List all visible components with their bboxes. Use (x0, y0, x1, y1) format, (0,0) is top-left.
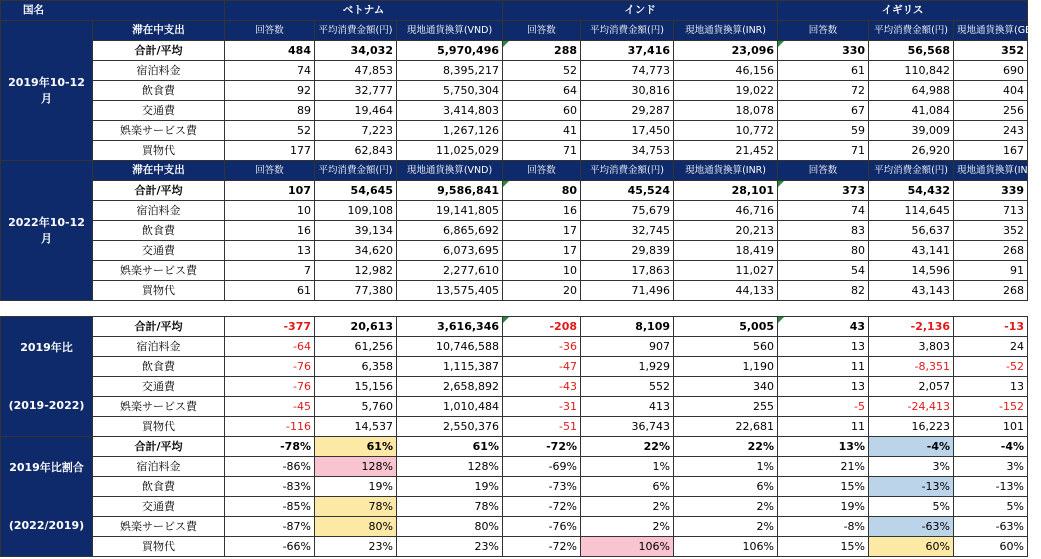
value-cell: 2% (581, 517, 674, 537)
value-cell: -208 (503, 317, 581, 337)
value-cell: 92 (225, 81, 315, 101)
value-cell: 74 (778, 201, 869, 221)
value-cell: 80 (778, 241, 869, 261)
category-1: 宿泊料金 (93, 457, 225, 477)
country-name-1: インド (503, 1, 778, 21)
col-avg-header: 平均消費金額(円) (315, 161, 397, 181)
value-cell: -72% (503, 497, 581, 517)
value-cell: 30,816 (581, 81, 674, 101)
category-1: 宿泊料金 (93, 201, 225, 221)
value-cell: 13 (225, 241, 315, 261)
value-cell: 61,256 (315, 337, 397, 357)
value-cell: 101 (954, 417, 1028, 437)
col-local-header: 現地通貨換算(INR) (674, 21, 778, 41)
value-cell: 11 (778, 357, 869, 377)
value-cell: 62,843 (315, 141, 397, 161)
value-cell: 13 (778, 337, 869, 357)
value-cell: 5% (869, 497, 954, 517)
value-cell: 109,108 (315, 201, 397, 221)
category-0: 合計/平均 (93, 437, 225, 457)
value-cell: -8% (778, 517, 869, 537)
value-cell: 11,027 (674, 261, 778, 281)
value-cell: -78% (225, 437, 315, 457)
value-cell: 78% (315, 497, 397, 517)
category-4: 娯楽サービス費 (93, 261, 225, 281)
value-cell: -377 (225, 317, 315, 337)
label-line: 2019年比割合 (9, 460, 84, 474)
category-1: 宿泊料金 (93, 337, 225, 357)
value-cell: 26,920 (869, 141, 954, 161)
value-cell: 1,010,484 (397, 397, 503, 417)
value-cell: -76% (503, 517, 581, 537)
value-cell: 6% (581, 477, 674, 497)
value-cell: -63% (869, 517, 954, 537)
value-cell: -76 (225, 357, 315, 377)
col-avg-header: 平均消費金額(円) (581, 21, 674, 41)
value-cell: 78% (397, 497, 503, 517)
value-cell: 20,613 (315, 317, 397, 337)
col-count-header: 回答数 (778, 161, 869, 181)
value-cell: -73% (503, 477, 581, 497)
category-2: 飲食費 (93, 477, 225, 497)
col-avg-header: 平均消費金額(円) (581, 161, 674, 181)
value-cell: 8,395,217 (397, 61, 503, 81)
value-cell: -83% (225, 477, 315, 497)
value-cell: 23,096 (674, 41, 778, 61)
category-2: 飲食費 (93, 81, 225, 101)
value-cell: 60% (869, 537, 954, 557)
value-cell: 255 (674, 397, 778, 417)
value-cell: 10 (225, 201, 315, 221)
value-cell: 23% (397, 537, 503, 557)
category-4: 娯楽サービス費 (93, 121, 225, 141)
value-cell: -5 (778, 397, 869, 417)
value-cell: 1% (581, 457, 674, 477)
value-cell: 46,156 (674, 61, 778, 81)
value-cell: -4% (954, 437, 1028, 457)
value-cell: 29,287 (581, 101, 674, 121)
value-cell: 19% (315, 477, 397, 497)
category-3: 交通費 (93, 497, 225, 517)
value-cell: 2% (674, 517, 778, 537)
value-cell: 13,575,405 (397, 281, 503, 301)
category-3: 交通費 (93, 377, 225, 397)
value-cell: -8,351 (869, 357, 954, 377)
value-cell: 5% (954, 497, 1028, 517)
value-cell: 61% (315, 437, 397, 457)
value-cell: 74,773 (581, 61, 674, 81)
value-cell: 45,524 (581, 181, 674, 201)
value-cell: 54,432 (869, 181, 954, 201)
value-cell: 404 (954, 81, 1028, 101)
value-cell: -36 (503, 337, 581, 357)
category-4: 娯楽サービス費 (93, 517, 225, 537)
value-cell: 177 (225, 141, 315, 161)
value-cell: -152 (954, 397, 1028, 417)
value-cell: 72 (778, 81, 869, 101)
value-cell: 2,658,892 (397, 377, 503, 397)
value-cell: 3,414,803 (397, 101, 503, 121)
value-cell: 110,842 (869, 61, 954, 81)
value-cell: 6% (674, 477, 778, 497)
value-cell: 690 (954, 61, 1028, 81)
col-count-header: 回答数 (778, 21, 869, 41)
col-avg-header: 平均消費金額(円) (869, 21, 954, 41)
value-cell: 352 (954, 41, 1028, 61)
value-cell: 41,084 (869, 101, 954, 121)
country-header: 国名 (1, 1, 225, 21)
value-cell: 11,025,029 (397, 141, 503, 161)
value-cell: 60% (954, 537, 1028, 557)
value-cell: 1,267,126 (397, 121, 503, 141)
value-cell: 14,596 (869, 261, 954, 281)
value-cell: 74 (225, 61, 315, 81)
value-cell: 41 (503, 121, 581, 141)
value-cell: -24,413 (869, 397, 954, 417)
value-cell: 2% (581, 497, 674, 517)
value-cell: 106% (581, 537, 674, 557)
value-cell: 32,777 (315, 81, 397, 101)
value-cell: 15% (778, 477, 869, 497)
value-cell: 52 (503, 61, 581, 81)
value-cell: 43 (778, 317, 869, 337)
value-cell: 3% (869, 457, 954, 477)
value-cell: 243 (954, 121, 1028, 141)
value-cell: 43,143 (869, 281, 954, 301)
col-count-header: 回答数 (503, 161, 581, 181)
value-cell: -66% (225, 537, 315, 557)
value-cell: 24 (954, 337, 1028, 357)
value-cell: 9,586,841 (397, 181, 503, 201)
value-cell: 39,009 (869, 121, 954, 141)
value-cell: -86% (225, 457, 315, 477)
category-5: 買物代 (93, 281, 225, 301)
value-cell: 61 (225, 281, 315, 301)
value-cell: -13% (954, 477, 1028, 497)
value-cell: 36,743 (581, 417, 674, 437)
col-count-header: 回答数 (225, 21, 315, 41)
value-cell: 32,745 (581, 221, 674, 241)
value-cell: 67 (778, 101, 869, 121)
value-cell: 3,616,346 (397, 317, 503, 337)
value-cell: 77,380 (315, 281, 397, 301)
value-cell: 128% (315, 457, 397, 477)
value-cell: 56,568 (869, 41, 954, 61)
value-cell: 20 (503, 281, 581, 301)
value-cell: 12,982 (315, 261, 397, 281)
label-line: 2019年比 (20, 340, 73, 354)
value-cell: -2,136 (869, 317, 954, 337)
value-cell: -47 (503, 357, 581, 377)
value-cell: 19% (397, 477, 503, 497)
col-avg-header: 平均消費金額(円) (315, 21, 397, 41)
value-cell: 71 (778, 141, 869, 161)
category-2: 飲食費 (93, 357, 225, 377)
spacer (4, 356, 89, 398)
value-cell: 5,760 (315, 397, 397, 417)
value-cell: 22% (674, 437, 778, 457)
value-cell: 22,681 (674, 417, 778, 437)
value-cell: 1% (674, 457, 778, 477)
value-cell: 16 (503, 201, 581, 221)
value-cell: 268 (954, 281, 1028, 301)
period-label: 2022年10-12月 (1, 161, 93, 301)
value-cell: 2% (674, 497, 778, 517)
value-cell: 1,929 (581, 357, 674, 377)
expense-header: 滞在中支出 (93, 21, 225, 41)
value-cell: 1,115,387 (397, 357, 503, 377)
value-cell: 21,452 (674, 141, 778, 161)
value-cell: 22% (581, 437, 674, 457)
value-cell: 10 (503, 261, 581, 281)
value-cell: 552 (581, 377, 674, 397)
col-count-header: 回答数 (503, 21, 581, 41)
value-cell: 352 (954, 221, 1028, 241)
value-cell: 91 (954, 261, 1028, 281)
value-cell: 2,550,376 (397, 417, 503, 437)
col-local-header: 現地通貨換算(VND) (397, 161, 503, 181)
value-cell: -63% (954, 517, 1028, 537)
category-3: 交通費 (93, 101, 225, 121)
value-cell: 5,970,496 (397, 41, 503, 61)
value-cell: 17,863 (581, 261, 674, 281)
value-cell: 13% (778, 437, 869, 457)
value-cell: 80 (503, 181, 581, 201)
value-cell: 28,101 (674, 181, 778, 201)
value-cell: -76 (225, 377, 315, 397)
spacer (4, 476, 89, 518)
value-cell: -43 (503, 377, 581, 397)
value-cell: 46,716 (674, 201, 778, 221)
value-cell: 13 (778, 377, 869, 397)
value-cell: 3,803 (869, 337, 954, 357)
value-cell: 34,032 (315, 41, 397, 61)
value-cell: 82 (778, 281, 869, 301)
data-table-comparison (0, 316, 1028, 557)
value-cell: 54 (778, 261, 869, 281)
value-cell: 114,645 (869, 201, 954, 221)
category-5: 買物代 (93, 537, 225, 557)
value-cell: 330 (778, 41, 869, 61)
category-0: 合計/平均 (93, 181, 225, 201)
value-cell: -69% (503, 457, 581, 477)
value-cell: 373 (778, 181, 869, 201)
col-count-header: 回答数 (225, 161, 315, 181)
value-cell: -13% (869, 477, 954, 497)
value-cell: 29,839 (581, 241, 674, 261)
value-cell: 83 (778, 221, 869, 241)
value-cell: 60 (503, 101, 581, 121)
value-cell: 6,358 (315, 357, 397, 377)
col-local-header: 現地通貨換算(INR) (674, 161, 778, 181)
value-cell: 128% (397, 457, 503, 477)
value-cell: 43,141 (869, 241, 954, 261)
value-cell: -116 (225, 417, 315, 437)
col-local-header: 現地通貨換算(VND) (397, 21, 503, 41)
value-cell: 339 (954, 181, 1028, 201)
value-cell: -31 (503, 397, 581, 417)
value-cell: 19,464 (315, 101, 397, 121)
country-name-2: イギリス (778, 1, 1028, 21)
value-cell: 59 (778, 121, 869, 141)
value-cell: 268 (954, 241, 1028, 261)
value-cell: 19,022 (674, 81, 778, 101)
value-cell: 61 (778, 61, 869, 81)
value-cell: 8,109 (581, 317, 674, 337)
value-cell: 560 (674, 337, 778, 357)
value-cell: 17 (503, 241, 581, 261)
value-cell: 7,223 (315, 121, 397, 141)
value-cell: 54,645 (315, 181, 397, 201)
value-cell: 5,005 (674, 317, 778, 337)
value-cell: -72% (503, 537, 581, 557)
value-cell: 39,134 (315, 221, 397, 241)
value-cell: 19,141,805 (397, 201, 503, 221)
category-1: 宿泊料金 (93, 61, 225, 81)
value-cell: -4% (869, 437, 954, 457)
value-cell: -13 (954, 317, 1028, 337)
value-cell: -72% (503, 437, 581, 457)
value-cell: -45 (225, 397, 315, 417)
comparison-label (1, 437, 93, 557)
category-5: 買物代 (93, 417, 225, 437)
value-cell: 2,057 (869, 377, 954, 397)
value-cell: 89 (225, 101, 315, 121)
comparison-label (1, 317, 93, 437)
value-cell: 484 (225, 41, 315, 61)
col-local-header: 現地通貨換算(GBP) (954, 21, 1028, 41)
value-cell: 34,753 (581, 141, 674, 161)
value-cell: 6,865,692 (397, 221, 503, 241)
value-cell: 11 (778, 417, 869, 437)
value-cell: 75,679 (581, 201, 674, 221)
value-cell: 907 (581, 337, 674, 357)
value-cell: 20,213 (674, 221, 778, 241)
value-cell: 14,537 (315, 417, 397, 437)
value-cell: 17 (503, 221, 581, 241)
value-cell: 37,416 (581, 41, 674, 61)
value-cell: 61% (397, 437, 503, 457)
col-avg-header: 平均消費金額(円) (869, 161, 954, 181)
category-5: 買物代 (93, 141, 225, 161)
value-cell: 34,620 (315, 241, 397, 261)
value-cell: 71,496 (581, 281, 674, 301)
value-cell: -85% (225, 497, 315, 517)
value-cell: 18,419 (674, 241, 778, 261)
value-cell: 7 (225, 261, 315, 281)
value-cell: 23% (315, 537, 397, 557)
expense-header: 滞在中支出 (93, 161, 225, 181)
value-cell: 1,190 (674, 357, 778, 377)
category-2: 飲食費 (93, 221, 225, 241)
category-0: 合計/平均 (93, 317, 225, 337)
col-local-header: 現地通貨換算(INR) (954, 161, 1028, 181)
value-cell: 13 (954, 377, 1028, 397)
value-cell: -52 (954, 357, 1028, 377)
value-cell: 80% (397, 517, 503, 537)
value-cell: 2,277,610 (397, 261, 503, 281)
value-cell: 19% (778, 497, 869, 517)
value-cell: 10,746,588 (397, 337, 503, 357)
value-cell: 64,988 (869, 81, 954, 101)
value-cell: 3% (954, 457, 1028, 477)
value-cell: 713 (954, 201, 1028, 221)
value-cell: 18,078 (674, 101, 778, 121)
value-cell: 16 (225, 221, 315, 241)
value-cell: 5,750,304 (397, 81, 503, 101)
value-cell: 6,073,695 (397, 241, 503, 261)
value-cell: -64 (225, 337, 315, 357)
value-cell: 80% (315, 517, 397, 537)
value-cell: 47,853 (315, 61, 397, 81)
value-cell: 64 (503, 81, 581, 101)
value-cell: 44,133 (674, 281, 778, 301)
value-cell: 21% (778, 457, 869, 477)
value-cell: 71 (503, 141, 581, 161)
category-0: 合計/平均 (93, 41, 225, 61)
value-cell: -87% (225, 517, 315, 537)
value-cell: 340 (674, 377, 778, 397)
value-cell: 15,156 (315, 377, 397, 397)
value-cell: 52 (225, 121, 315, 141)
value-cell: 15% (778, 537, 869, 557)
value-cell: 256 (954, 101, 1028, 121)
label-line: (2022/2019) (8, 518, 85, 532)
category-3: 交通費 (93, 241, 225, 261)
value-cell: 167 (954, 141, 1028, 161)
period-label: 2019年10-12月 (1, 21, 93, 161)
label-line: (2019-2022) (8, 398, 85, 412)
value-cell: 10,772 (674, 121, 778, 141)
value-cell: 56,637 (869, 221, 954, 241)
value-cell: 413 (581, 397, 674, 417)
value-cell: 107 (225, 181, 315, 201)
value-cell: 106% (674, 537, 778, 557)
value-cell: 17,450 (581, 121, 674, 141)
country-name-0: ベトナム (225, 1, 503, 21)
value-cell: -51 (503, 417, 581, 437)
value-cell: 16,223 (869, 417, 954, 437)
value-cell: 288 (503, 41, 581, 61)
category-4: 娯楽サービス費 (93, 397, 225, 417)
